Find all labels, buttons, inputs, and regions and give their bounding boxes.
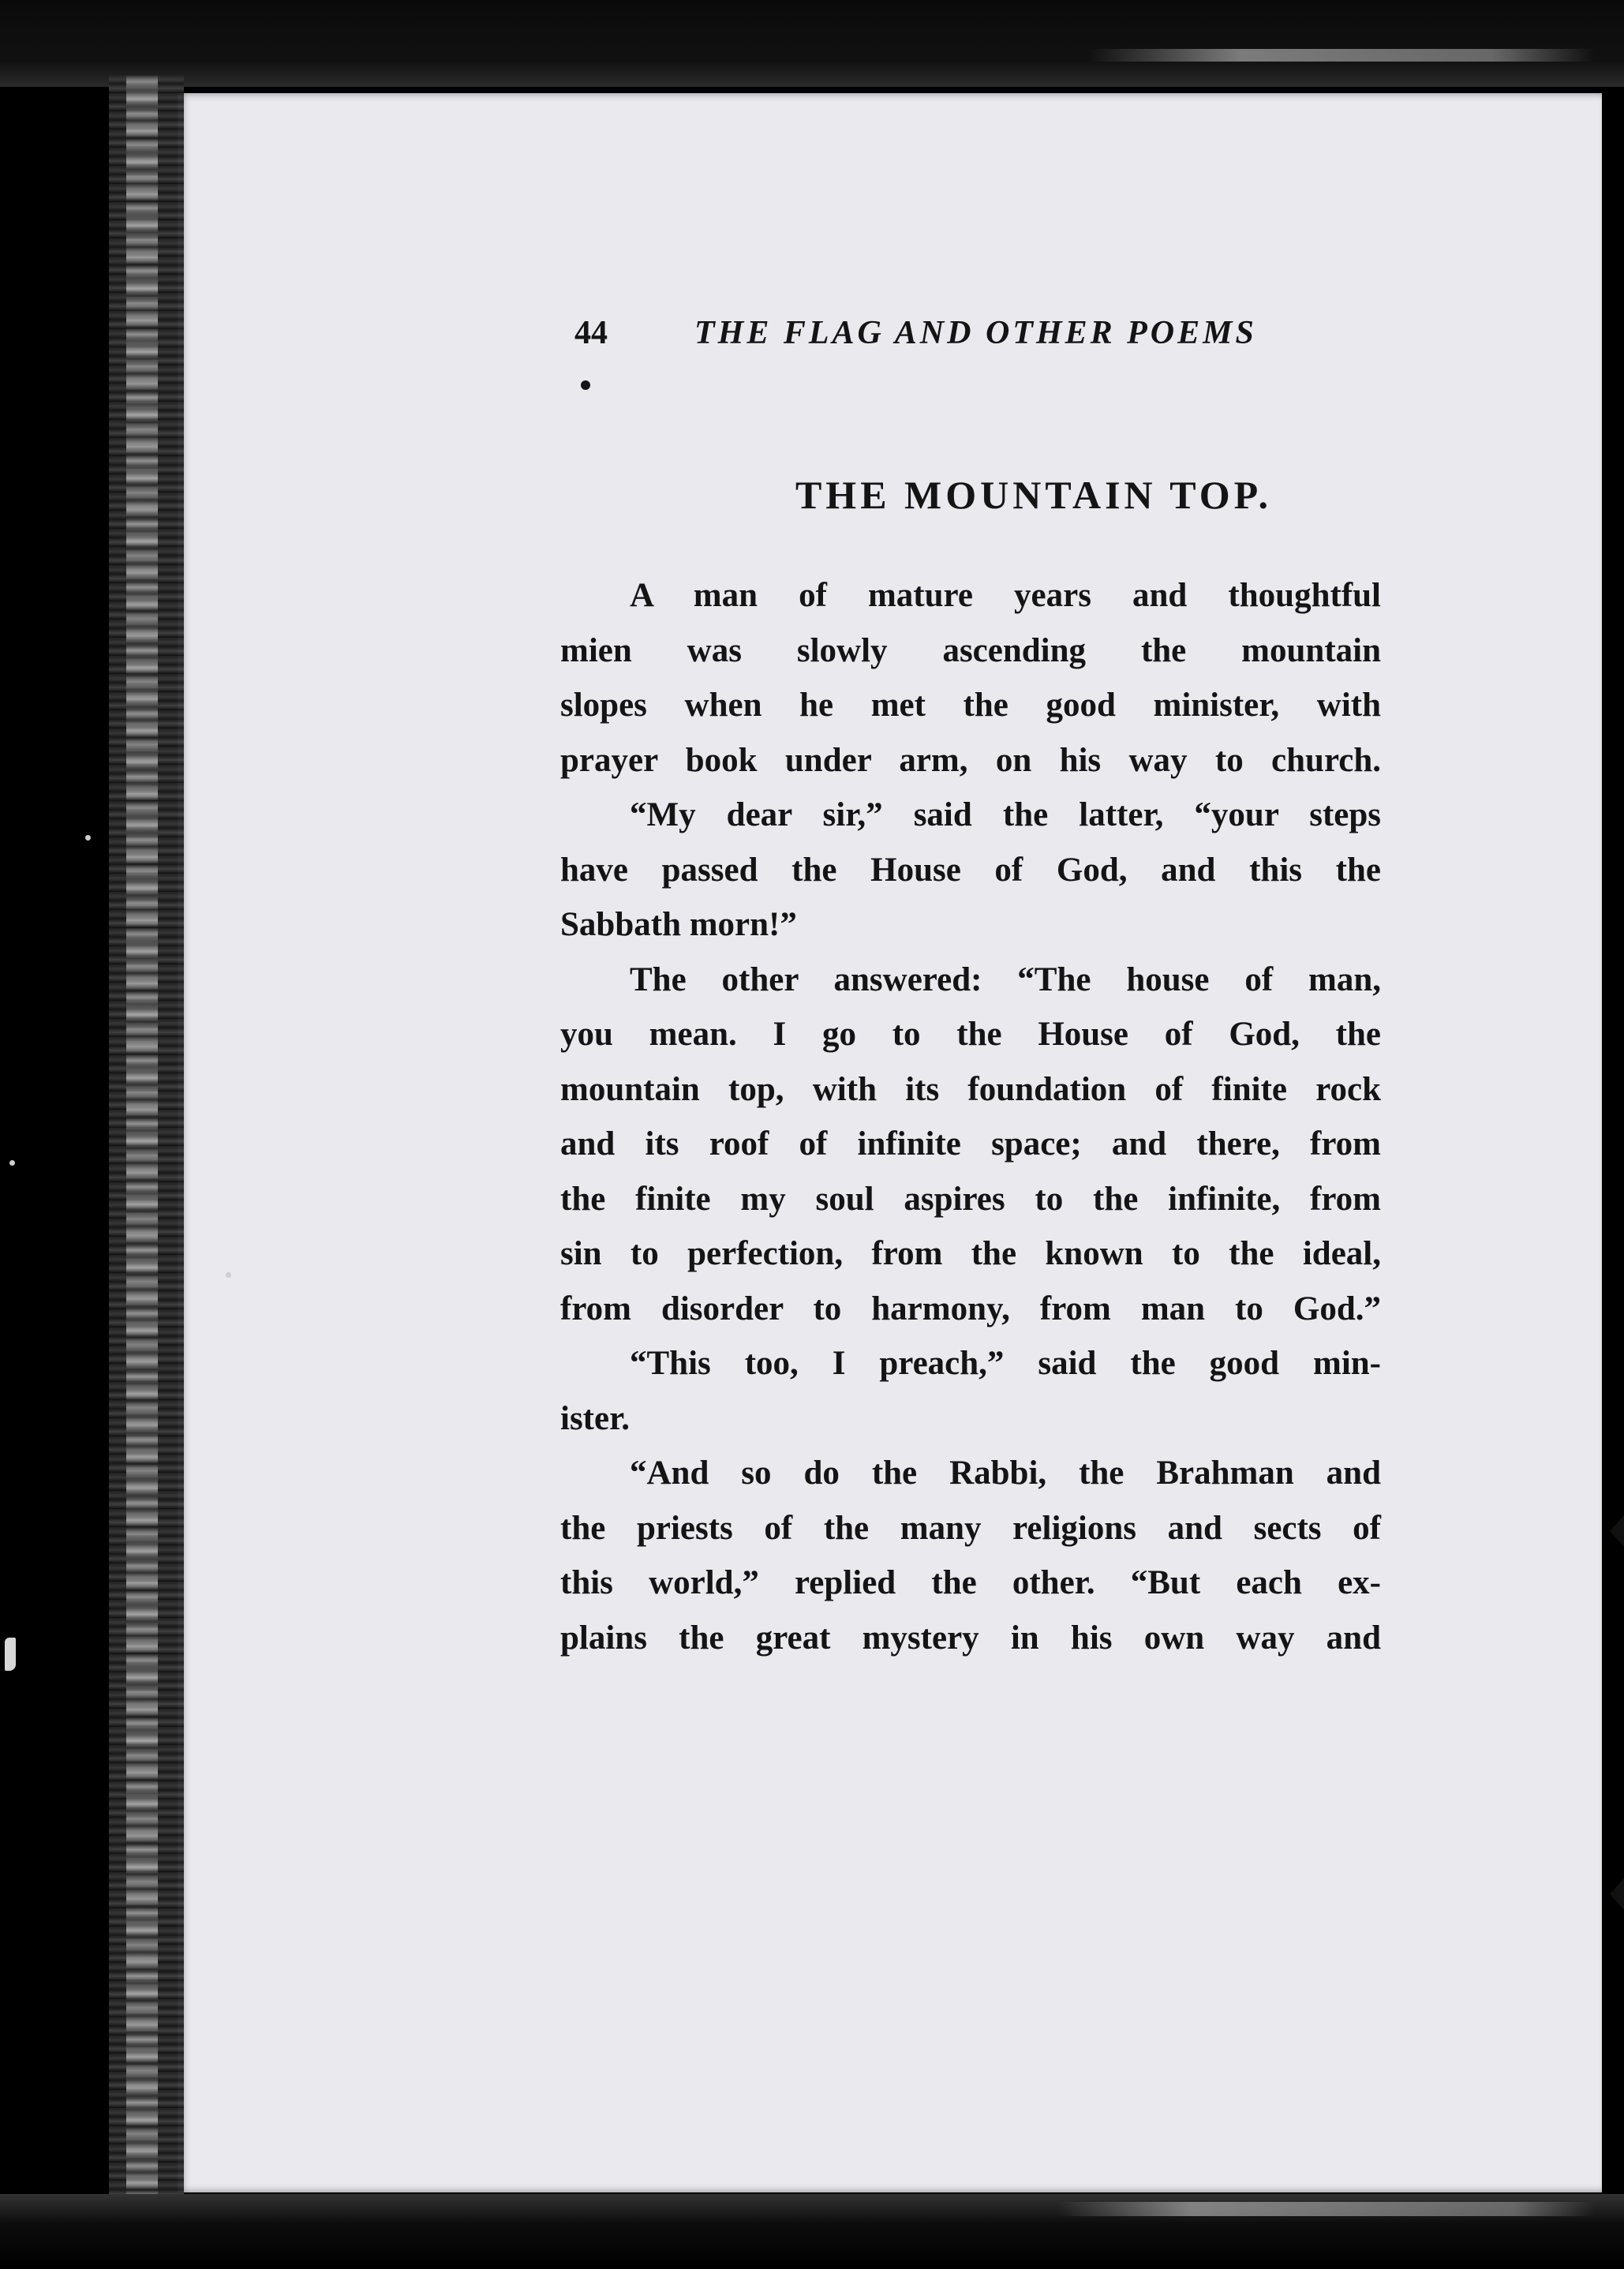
text-line: you mean. I go to the House of God, the: [560, 1016, 1381, 1053]
text-line: ister.: [560, 1399, 630, 1437]
text-line: “And so do the Rabbi, the Brahman and: [630, 1455, 1381, 1492]
left-edge-mark: [5, 1638, 16, 1671]
right-edge-mark: [1610, 1878, 1624, 1910]
text-line: prayer book under arm, on his way to church.: [560, 741, 1381, 779]
text-line: plains the great mystery in his own way and: [560, 1619, 1381, 1657]
text-line: The other answered: “The house of man,: [630, 960, 1381, 998]
binding-highlight: [126, 75, 158, 2206]
text-line: and its roof of infinite space; and there, from: [560, 1125, 1381, 1163]
text-line: Sabbath morn!”: [560, 906, 797, 943]
text-line: the priests of the many religions and sects of: [560, 1509, 1381, 1547]
text-line: mien was slowly ascending the mountain: [560, 631, 1381, 669]
scan-speck: [226, 1272, 231, 1278]
text-line: slopes when he met the good minister, with: [560, 687, 1381, 724]
running-title: THE FLAG AND OTHER POEMS: [694, 315, 1257, 351]
text-line: from disorder to harmony, from man to God.”: [560, 1290, 1381, 1327]
text-line: “My dear sir,” said the latter, “your steps: [630, 796, 1381, 833]
text-line: A man of mature years and thoughtful: [630, 577, 1381, 614]
right-edge-mark: [1610, 1515, 1624, 1547]
page-number: 44: [574, 315, 608, 351]
top-edge-streak: [1089, 49, 1594, 62]
body-text: [560, 568, 1381, 1665]
text-line: this world,” replied the other. “But each ex-: [560, 1564, 1381, 1601]
poem-title: THE MOUNTAIN TOP.: [795, 473, 1273, 517]
text-line: “This too, I preach,” said the good min-: [630, 1345, 1381, 1382]
text-line: the finite my soul aspires to the infinite, from: [560, 1180, 1381, 1218]
bullet-mark: [581, 380, 590, 390]
text-line: mountain top, with its foundation of finite rock: [560, 1070, 1381, 1108]
top-dark-border: [0, 0, 1624, 87]
bottom-edge-streak: [1057, 2202, 1594, 2216]
scan-speck: [9, 1160, 15, 1166]
scan-speck: [85, 835, 91, 841]
text-line: have passed the House of God, and this the: [560, 851, 1381, 889]
text-line: sin to perfection, from the known to the ideal,: [560, 1235, 1381, 1272]
